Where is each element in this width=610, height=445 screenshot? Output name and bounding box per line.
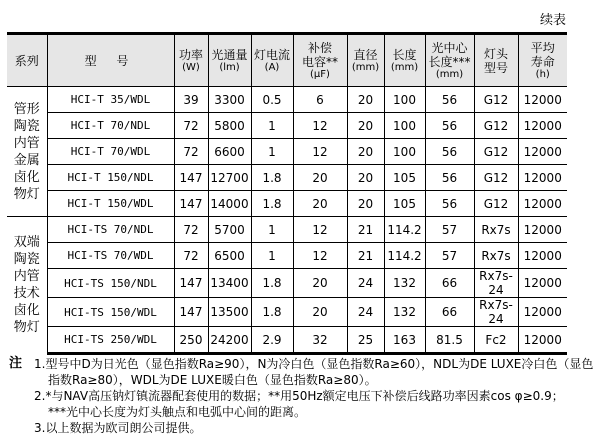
cell-capacitor: 20 bbox=[293, 298, 347, 327]
cell-flux: 24200 bbox=[208, 327, 251, 354]
col-length: 长度 (mm) bbox=[384, 34, 425, 87]
cell-base: G12 bbox=[474, 165, 518, 191]
cell-flux: 5800 bbox=[208, 113, 251, 139]
cell-flux: 5700 bbox=[208, 217, 251, 243]
cell-current: 0.5 bbox=[251, 87, 293, 113]
cell-light-center: 56 bbox=[425, 165, 474, 191]
cell-model: HCI-TS 150/WDL bbox=[47, 298, 174, 327]
cell-current: 1 bbox=[251, 243, 293, 269]
series-cell: 管形 陶瓷 内管 金属 卤化 物灯 bbox=[7, 87, 47, 217]
cell-current: 1 bbox=[251, 113, 293, 139]
cell-life: 12000 bbox=[518, 165, 567, 191]
cell-power: 147 bbox=[174, 191, 208, 217]
cell-life: 12000 bbox=[518, 217, 567, 243]
cell-capacitor: 20 bbox=[293, 165, 347, 191]
cell-model: HCI-T 150/NDL bbox=[47, 165, 174, 191]
cell-light-center: 56 bbox=[425, 191, 474, 217]
cell-flux: 13400 bbox=[208, 269, 251, 298]
note-1: 1.型号中D为日光色（显色指数Ra≥90），N为冷白色（显色指数Ra≥60），NDL为DE LUXE冷白色（显色 bbox=[34, 357, 594, 371]
col-life: 平均 寿命 (h) bbox=[518, 34, 567, 87]
cell-current: 1.8 bbox=[251, 191, 293, 217]
cell-diameter: 25 bbox=[347, 327, 384, 354]
cell-power: 72 bbox=[174, 217, 208, 243]
table-row bbox=[7, 191, 567, 217]
cell-base: G12 bbox=[474, 139, 518, 165]
cell-capacitor: 12 bbox=[293, 217, 347, 243]
series-cell: 双端 陶瓷 内管 技术 卤化 物灯 bbox=[7, 217, 47, 354]
cell-length: 132 bbox=[384, 298, 425, 327]
cell-flux: 3300 bbox=[208, 87, 251, 113]
cell-light-center: 66 bbox=[425, 298, 474, 327]
note-1-cont: 指数Ra≥80），WDL为DE LUXE暖白色（显色指数Ra≥80）。 bbox=[48, 373, 377, 387]
cell-base: Rx7s bbox=[474, 243, 518, 269]
cell-flux: 6600 bbox=[208, 139, 251, 165]
cell-base: Rx7s-24 bbox=[474, 298, 518, 327]
cell-base: Rx7s-24 bbox=[474, 269, 518, 298]
cell-life: 12000 bbox=[518, 327, 567, 354]
cell-length: 114.2 bbox=[384, 243, 425, 269]
cell-life: 12000 bbox=[518, 139, 567, 165]
col-flux: 光通量 (lm) bbox=[208, 34, 251, 87]
cell-current: 1.8 bbox=[251, 165, 293, 191]
cell-power: 147 bbox=[174, 269, 208, 298]
cell-current: 2.9 bbox=[251, 327, 293, 354]
cell-light-center: 57 bbox=[425, 243, 474, 269]
note-2-cont: ***光中心长度为灯头触点和电弧中心间的距离。 bbox=[48, 405, 307, 419]
cell-power: 147 bbox=[174, 165, 208, 191]
col-light-center: 光中心 长度*** (mm) bbox=[425, 34, 474, 87]
cell-diameter: 24 bbox=[347, 269, 384, 298]
lamp-spec-table bbox=[7, 32, 567, 355]
cell-light-center: 57 bbox=[425, 217, 474, 243]
notes-label: 注 bbox=[9, 356, 23, 371]
cell-model: HCI-T 70/WDL bbox=[47, 139, 174, 165]
table-row bbox=[7, 113, 567, 139]
cell-flux: 13500 bbox=[208, 298, 251, 327]
cell-light-center: 81.5 bbox=[425, 327, 474, 354]
table-body bbox=[7, 87, 567, 354]
note-2: 2.*与NAV高压钠灯镇流器配套使用的数据；**用50Hz额定电压下补偿后线路功率因素cos φ≥0.9； bbox=[34, 389, 564, 403]
cell-base: Rx7s bbox=[474, 217, 518, 243]
cell-length: 132 bbox=[384, 269, 425, 298]
table-row bbox=[7, 217, 567, 243]
cell-power: 72 bbox=[174, 139, 208, 165]
cell-light-center: 56 bbox=[425, 87, 474, 113]
table-row bbox=[7, 139, 567, 165]
col-model: 型 号 bbox=[47, 34, 174, 87]
cell-diameter: 20 bbox=[347, 113, 384, 139]
cell-light-center: 56 bbox=[425, 139, 474, 165]
table-row bbox=[7, 165, 567, 191]
cell-power: 147 bbox=[174, 298, 208, 327]
cell-length: 105 bbox=[384, 191, 425, 217]
cell-length: 105 bbox=[384, 165, 425, 191]
cell-model: HCI-TS 70/WDL bbox=[47, 243, 174, 269]
cell-capacitor: 12 bbox=[293, 139, 347, 165]
cell-capacitor: 20 bbox=[293, 191, 347, 217]
cell-length: 163 bbox=[384, 327, 425, 354]
cell-light-center: 66 bbox=[425, 269, 474, 298]
continued-label: 续表 bbox=[539, 13, 566, 28]
cell-power: 72 bbox=[174, 113, 208, 139]
col-current: 灯电流 (A) bbox=[251, 34, 293, 87]
cell-diameter: 20 bbox=[347, 165, 384, 191]
cell-flux: 6500 bbox=[208, 243, 251, 269]
cell-current: 1.8 bbox=[251, 298, 293, 327]
cell-life: 12000 bbox=[518, 298, 567, 327]
cell-flux: 12700 bbox=[208, 165, 251, 191]
cell-model: HCI-TS 70/NDL bbox=[47, 217, 174, 243]
cell-life: 12000 bbox=[518, 191, 567, 217]
cell-model: HCI-T 35/WDL bbox=[47, 87, 174, 113]
note-3: 3.以上数据为欧司朗公司提供。 bbox=[34, 421, 202, 435]
cell-diameter: 24 bbox=[347, 298, 384, 327]
notes bbox=[9, 356, 599, 436]
cell-model: HCI-T 70/NDL bbox=[47, 113, 174, 139]
col-diameter: 直径 (mm) bbox=[347, 34, 384, 87]
cell-diameter: 20 bbox=[347, 139, 384, 165]
col-series: 系列 bbox=[7, 34, 47, 87]
cell-capacitor: 32 bbox=[293, 327, 347, 354]
table-row bbox=[7, 87, 567, 113]
table-row bbox=[7, 298, 567, 327]
cell-current: 1 bbox=[251, 217, 293, 243]
cell-life: 12000 bbox=[518, 87, 567, 113]
cell-model: HCI-TS 150/NDL bbox=[47, 269, 174, 298]
cell-model: HCI-T 150/WDL bbox=[47, 191, 174, 217]
cell-power: 39 bbox=[174, 87, 208, 113]
cell-base: G12 bbox=[474, 191, 518, 217]
table-row bbox=[7, 327, 567, 354]
cell-diameter: 20 bbox=[347, 87, 384, 113]
cell-diameter: 20 bbox=[347, 191, 384, 217]
cell-length: 100 bbox=[384, 113, 425, 139]
cell-flux: 14000 bbox=[208, 191, 251, 217]
cell-capacitor: 6 bbox=[293, 87, 347, 113]
cell-life: 12000 bbox=[518, 243, 567, 269]
cell-current: 1.8 bbox=[251, 269, 293, 298]
header-row bbox=[7, 34, 567, 87]
cell-power: 250 bbox=[174, 327, 208, 354]
cell-length: 100 bbox=[384, 87, 425, 113]
table-row bbox=[7, 269, 567, 298]
col-power: 功率 (W) bbox=[174, 34, 208, 87]
cell-length: 114.2 bbox=[384, 217, 425, 243]
col-capacitor: 补偿 电容** (μF) bbox=[293, 34, 347, 87]
cell-current: 1 bbox=[251, 139, 293, 165]
cell-capacitor: 12 bbox=[293, 243, 347, 269]
cell-base: Fc2 bbox=[474, 327, 518, 354]
cell-power: 72 bbox=[174, 243, 208, 269]
cell-capacitor: 12 bbox=[293, 113, 347, 139]
cell-light-center: 56 bbox=[425, 113, 474, 139]
col-base: 灯头 型号 bbox=[474, 34, 518, 87]
cell-length: 100 bbox=[384, 139, 425, 165]
cell-diameter: 21 bbox=[347, 217, 384, 243]
cell-base: G12 bbox=[474, 87, 518, 113]
cell-capacitor: 20 bbox=[293, 269, 347, 298]
cell-model: HCI-TS 250/WDL bbox=[47, 327, 174, 354]
cell-life: 12000 bbox=[518, 269, 567, 298]
cell-life: 12000 bbox=[518, 113, 567, 139]
table-row bbox=[7, 243, 567, 269]
cell-base: G12 bbox=[474, 113, 518, 139]
cell-diameter: 21 bbox=[347, 243, 384, 269]
